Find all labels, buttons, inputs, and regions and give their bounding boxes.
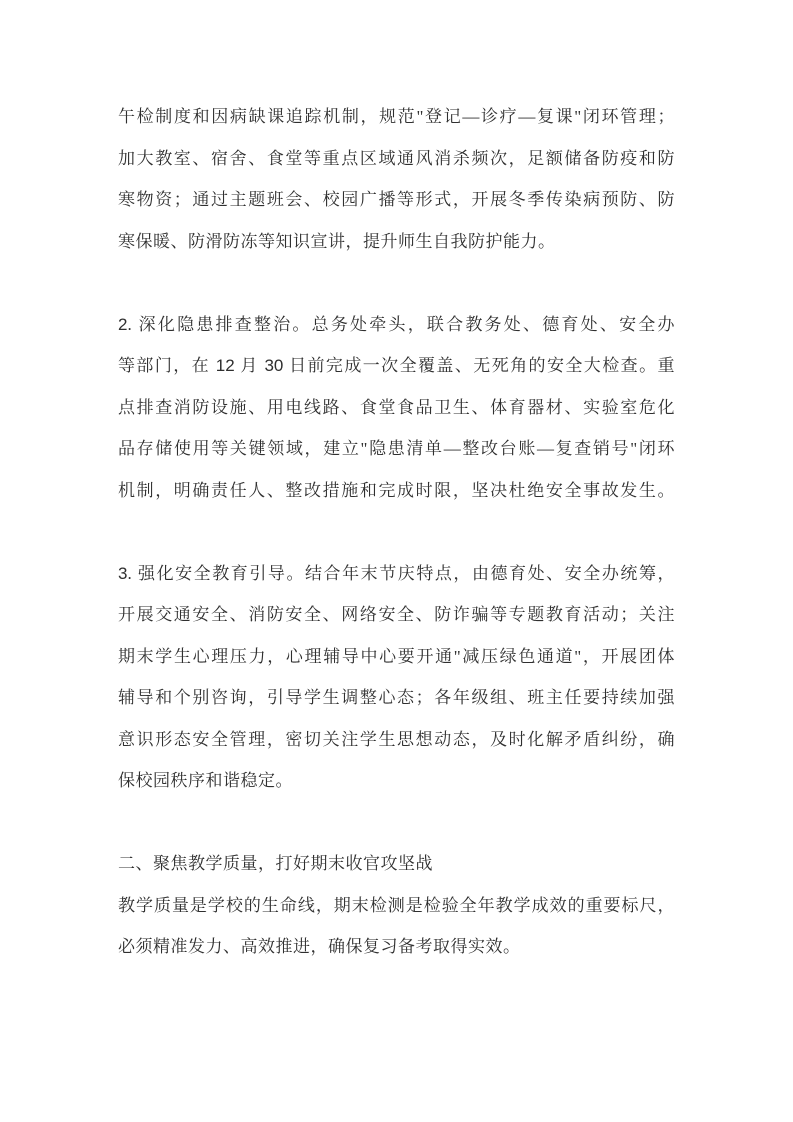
text-line: 寒物资；通过主题班会、校园广播等形式，开展冬季传染病预防、防 (118, 190, 675, 209)
text-line: 教学质量是学校的生命线，期末检测是检验全年教学成效的重要标尺， (118, 895, 675, 915)
text-line: 品存储使用等关键领域，建立"隐患清单—整改台账—复查销号"闭环 (118, 439, 675, 458)
text-line: 寒保暖、防滑防冻等知识宣讲，提升师生自我防护能力。 (118, 231, 556, 251)
paragraph-item-3 (118, 553, 675, 802)
text-line: 点排查消防设施、用电线路、食堂食品卫生、体育器材、实验室危化 (118, 397, 675, 417)
paragraph-safety-continued (118, 96, 675, 262)
text-line: 等部门，在 12 月 30 日前完成一次全覆盖、无死角的安全大检查。重 (118, 356, 675, 375)
paragraph-teaching-quality (118, 885, 675, 968)
text-line: 加大教室、宿舍、食堂等重点区域通风消杀频次，足额储备防疫和防 (118, 148, 675, 168)
text-line: 必须精准发力、高效推进，确保复习备考取得实效。 (118, 937, 521, 956)
latin-number: 3 (118, 563, 128, 583)
text-line: 期末学生心理压力，心理辅导中心要开通"减压绿色通道"，开展团体 (118, 646, 675, 666)
section-heading (118, 843, 675, 885)
text-line: 午检制度和因病缺课追踪机制，规范"登记—诊疗—复课"闭环管理； (118, 107, 675, 126)
text-line: 开展交通安全、消防安全、网络安全、防诈骗等专题教育活动；关注 (118, 605, 675, 624)
text-line: 2. 深化隐患排查整治。总务处牵头，联合教务处、德育处、安全办 (118, 314, 675, 334)
text-line: 意识形态安全管理，密切关注学生思想动态，及时化解矛盾纠纷，确 (118, 729, 675, 749)
text-line: 保校园秩序和谐稳定。 (118, 771, 293, 790)
section-heading-text: 二、聚焦教学质量，打好期末收官攻坚战 (118, 854, 433, 873)
text-line: 3. 强化安全教育引导。结合年末节庆特点，由德育处、安全办统筹， (118, 563, 675, 583)
paragraph-item-2 (118, 304, 675, 512)
latin-number: 30 (264, 356, 284, 375)
text-line: 辅导和个别咨询，引导学生调整心态；各年级组、班主任要持续加强 (118, 688, 675, 707)
text-line: 机制，明确责任人、整改措施和完成时限，坚决杜绝安全事故发生。 (118, 480, 675, 500)
latin-number: 2 (118, 314, 128, 334)
latin-number: 12 (215, 356, 235, 375)
